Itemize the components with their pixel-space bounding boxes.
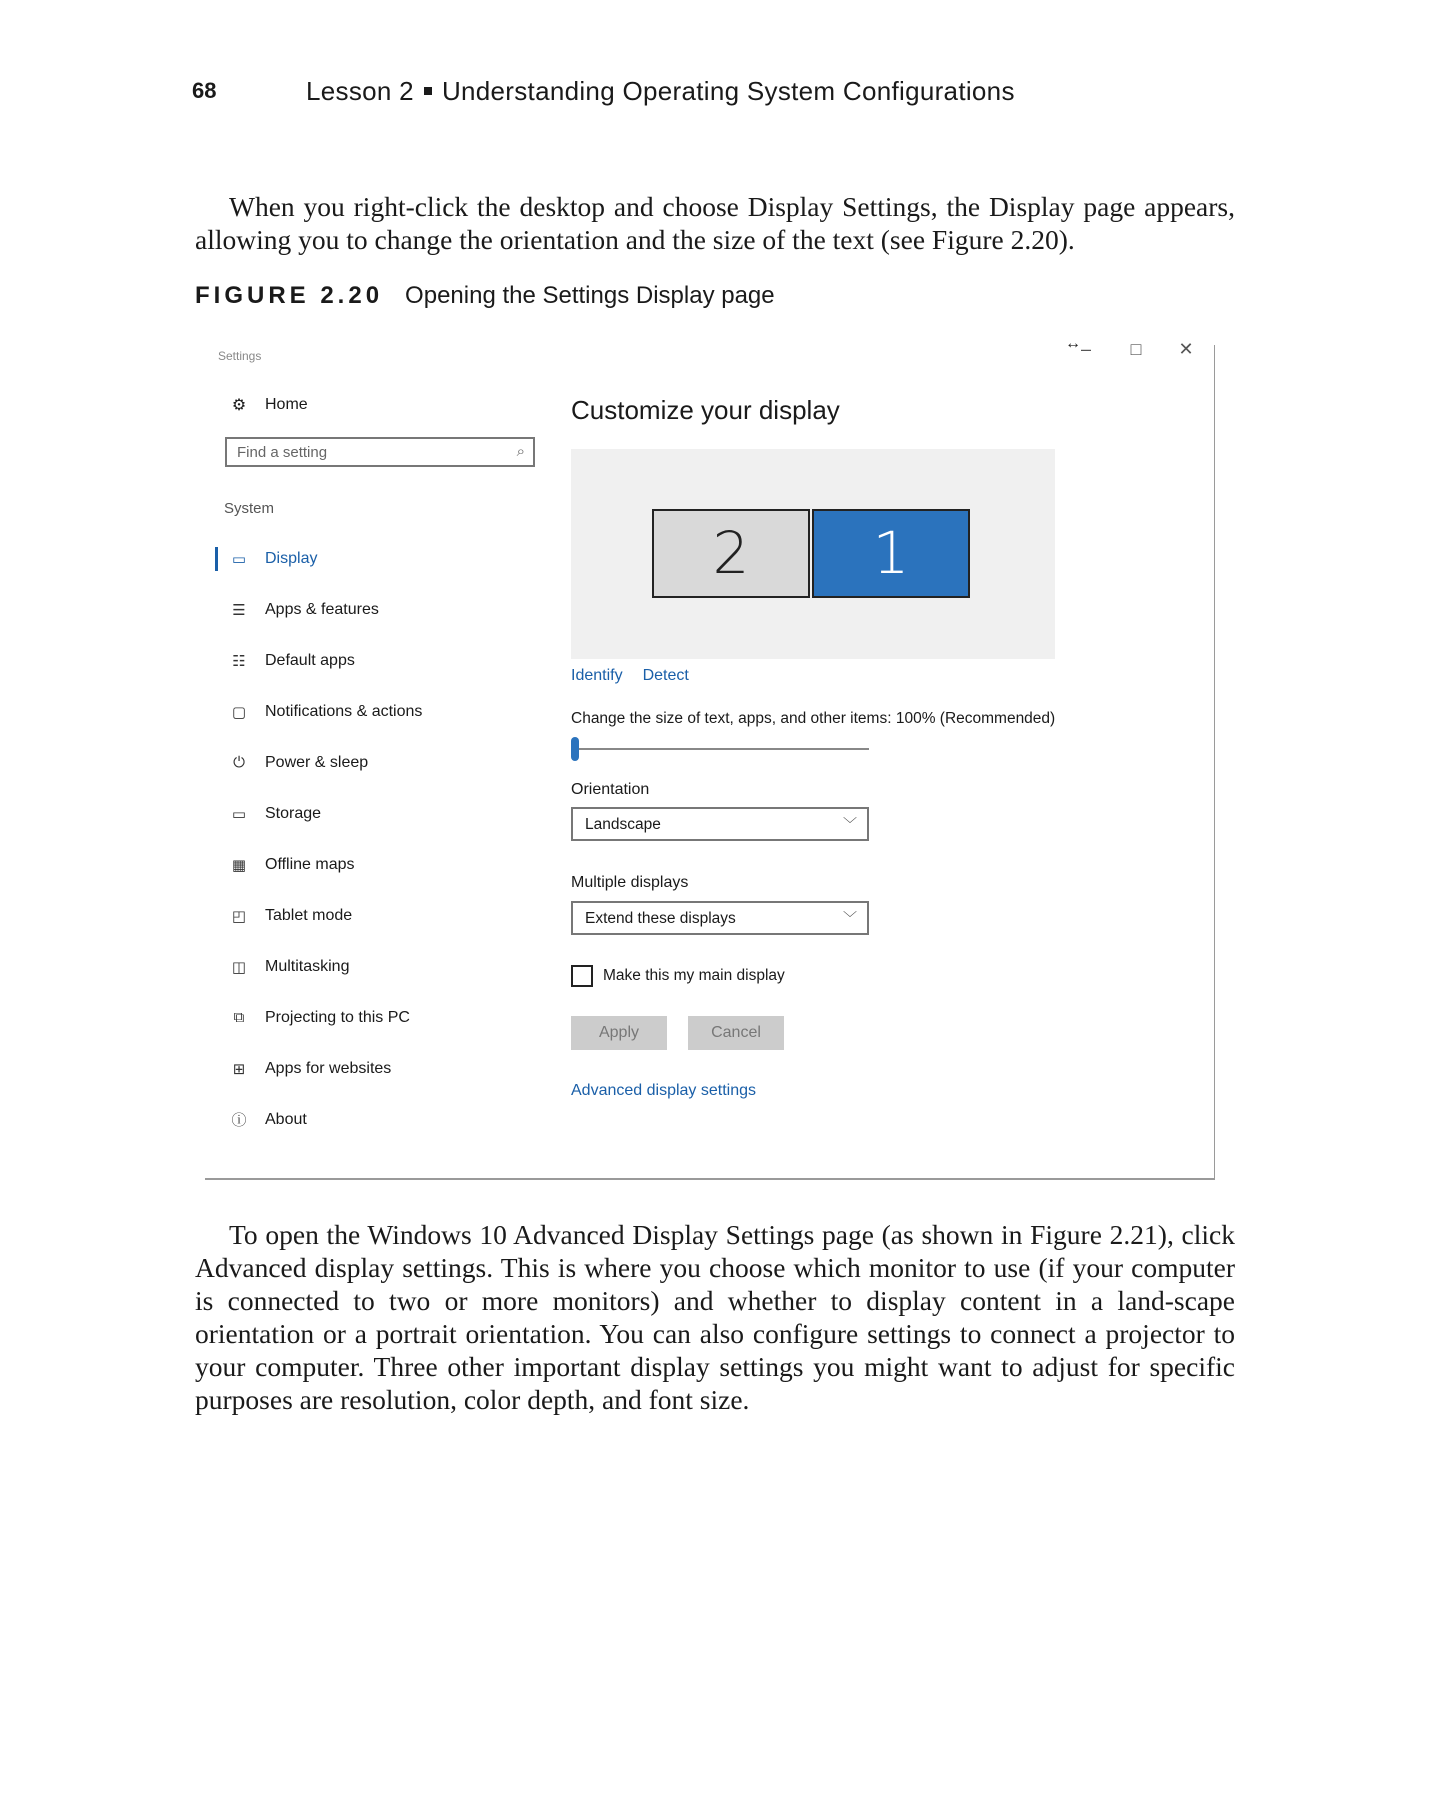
chevron-down-icon: ﹀ — [843, 910, 857, 926]
maximize-button[interactable]: □ — [1130, 339, 1142, 359]
orientation-label: Orientation — [571, 781, 650, 798]
page-title: Customize your display — [571, 395, 840, 425]
projecting-icon: ⧉ — [233, 1009, 245, 1026]
list-icon: ☰ — [232, 601, 246, 619]
sidebar-item-apps-features[interactable] — [213, 584, 422, 635]
multiple-displays-dropdown[interactable] — [571, 901, 869, 935]
default-apps-icon: ☷ — [232, 652, 246, 670]
apps-websites-icon: ⊞ — [232, 1060, 246, 1078]
minimize-button[interactable]: – — [1080, 339, 1091, 359]
map-icon: ▦ — [231, 856, 247, 874]
search-icon[interactable]: ⌕ — [516, 443, 525, 460]
storage-icon: ▭ — [231, 805, 247, 823]
monitor-arrangement — [571, 449, 1055, 659]
sidebar-item-default-apps[interactable] — [213, 635, 422, 686]
resize-arrow-icon[interactable]: ↔ — [1065, 335, 1081, 352]
close-button[interactable]: ✕ — [1178, 339, 1194, 359]
sidebar-item-display[interactable] — [213, 533, 422, 584]
sidebar-item-label: Notifications & actions — [265, 702, 423, 720]
identify-link[interactable]: Identify — [571, 667, 623, 684]
apply-button[interactable]: Apply — [571, 1016, 667, 1050]
sidebar-item-label: Tablet mode — [265, 906, 353, 924]
nav-section-label: System — [224, 500, 275, 517]
notification-icon: ▢ — [231, 703, 247, 721]
home-link[interactable] — [221, 395, 308, 415]
sidebar-item-label: Projecting to this PC — [265, 1008, 410, 1026]
running-head — [306, 76, 1015, 107]
sidebar-item-label: Display — [265, 549, 318, 567]
sidebar-item-projecting-to-this-pc[interactable] — [213, 992, 422, 1043]
sidebar-item-label: Default apps — [265, 651, 355, 669]
detect-link[interactable]: Detect — [642, 667, 689, 684]
window-title: Settings — [218, 349, 262, 363]
sidebar-item-apps-for-websites[interactable] — [213, 1043, 422, 1094]
power-icon: ⏻ — [233, 754, 245, 771]
window-border-right — [1214, 345, 1215, 1180]
chevron-down-icon: ﹀ — [843, 816, 857, 832]
figure-number: FIGURE 2.20 — [195, 282, 384, 309]
followup-paragraph: To open the Windows 10 Advanced Display Settings page (as shown in Figure 2.21), click Advanced display settings. This is where you choose which monitor to use (if your computer is connected to two or more monitors) and whether to display content in a land-scape orientation or a portrait orientation. You can also configure settings to connect a projector to your computer. Three other important display settings you might want to adjust for specific purposes are resolution, color depth, and font size. — [195, 1219, 1235, 1415]
slider-thumb[interactable] — [571, 737, 579, 761]
chapter-title: Understanding Operating System Configurations — [441, 76, 1015, 106]
sidebar-item-label: Apps & features — [265, 600, 379, 618]
monitor-2[interactable]: 2 — [652, 509, 810, 598]
tablet-icon: ◰ — [231, 907, 247, 925]
checkbox-box[interactable] — [571, 965, 593, 987]
search-placeholder: Find a setting — [237, 444, 328, 461]
cancel-button[interactable]: Cancel — [688, 1016, 784, 1050]
sidebar-item-label: Storage — [265, 804, 322, 822]
settings-window — [205, 335, 1215, 1180]
info-icon: ⓘ — [231, 1112, 247, 1129]
orientation-dropdown[interactable] — [571, 807, 869, 841]
sidebar-item-label: Offline maps — [265, 855, 355, 873]
main-display-checkbox[interactable] — [571, 965, 785, 987]
scale-slider[interactable] — [571, 748, 869, 750]
sidebar-item-multitasking[interactable] — [213, 941, 422, 992]
gear-icon: ⚙ — [231, 397, 247, 414]
orientation-value: Landscape — [585, 816, 661, 833]
sidebar-item-about[interactable] — [213, 1094, 422, 1145]
sidebar-item-label: Apps for websites — [265, 1059, 392, 1077]
multitasking-icon: ◫ — [231, 958, 247, 976]
sidebar-item-notifications-actions[interactable] — [213, 686, 422, 737]
figure-title: Opening the Settings Display page — [405, 282, 775, 309]
home-label: Home — [265, 396, 308, 413]
monitor-1[interactable]: 1 — [812, 509, 970, 598]
multiple-displays-value: Extend these displays — [585, 910, 736, 927]
figure-caption — [195, 282, 775, 310]
multiple-displays-label: Multiple displays — [571, 874, 689, 891]
monitor-links — [571, 667, 689, 685]
intro-paragraph: When you right-click the desktop and choose Display Settings, the Display page appears, allowing you to change the orientation and the size of the text (see Figure 2.20). — [195, 191, 1235, 255]
sidebar-item-power-sleep[interactable] — [213, 737, 422, 788]
search-input[interactable] — [225, 437, 535, 467]
page-number: 68 — [192, 78, 217, 103]
sidebar-item-label: Power & sleep — [265, 753, 369, 771]
sidebar-item-storage[interactable] — [213, 788, 422, 839]
sidebar-item-tablet-mode[interactable] — [213, 890, 422, 941]
window-border-bottom — [205, 1178, 1215, 1180]
main-display-label: Make this my main display — [603, 967, 785, 984]
nav-list — [213, 533, 422, 1145]
sidebar-item-label: About — [265, 1110, 307, 1128]
advanced-display-link[interactable]: Advanced display settings — [571, 1082, 756, 1099]
window-controls — [1075, 339, 1197, 360]
scale-label: Change the size of text, apps, and other items: 100% (Recommended) — [571, 710, 1056, 727]
sidebar-item-label: Multitasking — [265, 957, 350, 975]
monitor-icon: ▭ — [231, 550, 247, 568]
lesson-label: Lesson 2 — [306, 76, 414, 106]
separator-bullet — [424, 87, 432, 95]
sidebar-item-offline-maps[interactable] — [213, 839, 422, 890]
